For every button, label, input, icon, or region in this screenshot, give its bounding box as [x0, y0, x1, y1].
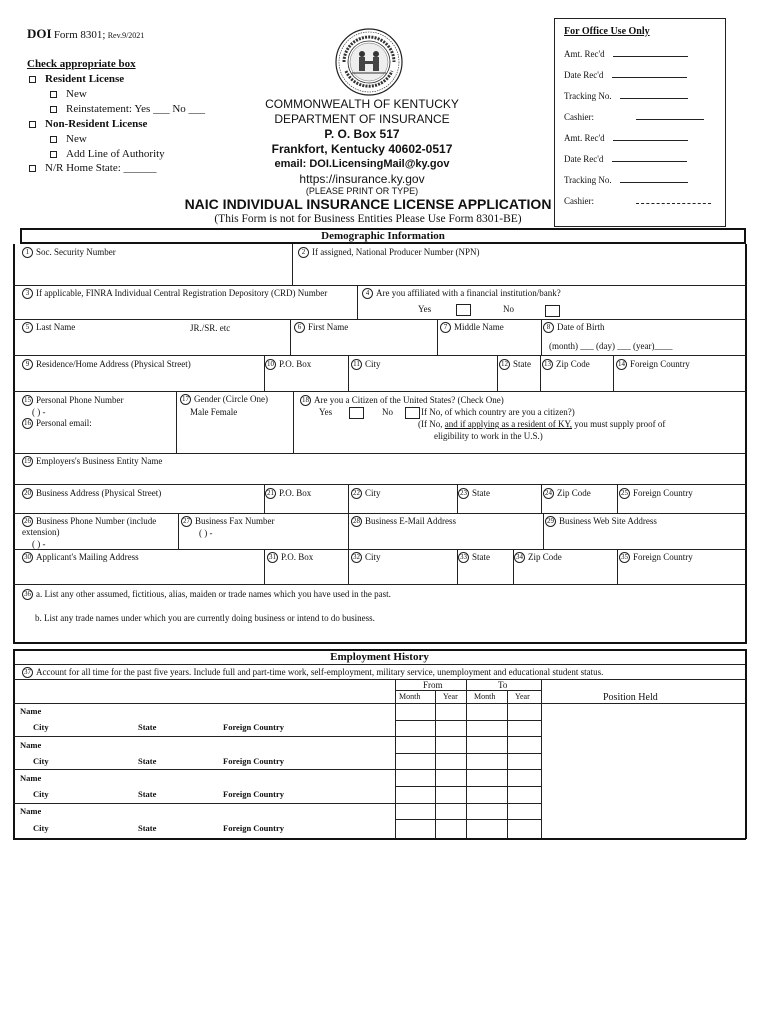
form-subtitle: (This Form is not for Business Entities Please Use Form 8301-BE)	[214, 213, 522, 225]
agency-website: https://insurance.ky.gov	[299, 172, 425, 186]
emp-to-month: Month	[474, 692, 496, 701]
office-date1: Date Rec'd	[564, 70, 687, 80]
field-business-phone[interactable]: 26 Business Phone Number (include extension)	[22, 516, 157, 538]
add-line-checkbox[interactable]	[50, 151, 57, 158]
emp-row3-state[interactable]: State	[138, 789, 157, 799]
agency-line3: P. O. Box 517	[324, 127, 400, 141]
field-npn[interactable]: 2 If assigned, National Producer Number (NPN)	[298, 247, 479, 258]
business-phone-format: ( ) -	[32, 539, 46, 549]
agency-line2: DEPARTMENT OF INSURANCE	[274, 112, 450, 126]
field-business-address[interactable]: 20 Business Address (Physical Street)	[24, 488, 162, 498]
emp-row2-name[interactable]: Name	[20, 740, 42, 750]
resident-checkbox[interactable]	[29, 76, 36, 83]
office-amt1: Amt. Rec'd	[564, 49, 688, 59]
office-tracking1: Tracking No.	[564, 91, 688, 101]
agency-email: email: DOI.LicensingMail@ky.gov	[274, 158, 450, 170]
citizen-note: (If No, and if applying as a resident of KY, you must supply proof of	[418, 419, 666, 429]
dob-format: (month) ___ (day) ___ (year)____	[549, 341, 673, 351]
field-business-foreign-country[interactable]: 25 Foreign Country	[621, 488, 693, 498]
affiliation-no-option[interactable]: No	[503, 304, 514, 314]
nonresident-new-option[interactable]: New	[50, 133, 87, 145]
citizen-if-no: If No, of which country are you a citizen?)	[421, 407, 575, 417]
nr-home-state-checkbox[interactable]	[29, 165, 36, 172]
resident-new-checkbox[interactable]	[50, 91, 57, 98]
employment-heading: Employment History	[330, 651, 429, 663]
office-date2: Date Rec'd	[564, 154, 687, 164]
print-note: (PLEASE PRINT OR TYPE)	[305, 186, 419, 196]
emp-position-header: Position Held	[603, 692, 658, 703]
field-ssn[interactable]: 1 Soc. Security Number	[22, 247, 116, 258]
field-mailing-zip[interactable]: 34 Zip Code	[516, 552, 562, 562]
gender-options[interactable]: Male Female	[190, 407, 238, 417]
citizen-no-checkbox[interactable]	[405, 407, 420, 419]
field-other-names[interactable]: 36 a. List any other assumed, fictitious, alias, maiden or trade names which you have used in the past.	[24, 589, 391, 599]
emp-row2-city[interactable]: City	[33, 756, 49, 766]
emp-row2-country[interactable]: Foreign Country	[223, 756, 284, 766]
field-gender: 17 Gender (Circle One)	[182, 394, 268, 404]
resident-license-option[interactable]: Resident License	[29, 73, 124, 85]
kentucky-seal-icon	[334, 27, 404, 97]
field-employer-entity[interactable]: 19 Employers's Business Entity Name	[24, 456, 163, 466]
field-financial-affiliation: 4 Are you affiliated with a financial institution/bank?	[362, 288, 561, 299]
agency-line1: COMMONWEALTH OF KENTUCKY	[265, 97, 459, 111]
nr-home-state-option[interactable]: N/R Home State: ______	[29, 162, 157, 174]
emp-row4-state[interactable]: State	[138, 823, 157, 833]
nonresident-new-checkbox[interactable]	[50, 136, 57, 143]
business-fax-format: ( ) -	[199, 528, 213, 538]
agency-line4: Frankfort, Kentucky 40602-0517	[271, 142, 453, 156]
emp-row3-name[interactable]: Name	[20, 773, 42, 783]
emp-row3-city[interactable]: City	[33, 789, 49, 799]
affiliation-no-checkbox[interactable]	[545, 305, 560, 317]
field-business-fax[interactable]: 27 Business Fax Number	[183, 516, 275, 526]
emp-row4-city[interactable]: City	[33, 823, 49, 833]
field-middle-name[interactable]: 7 Middle Name	[440, 322, 504, 333]
field-business-state[interactable]: 23 State	[460, 488, 490, 498]
field-mailing-state[interactable]: 33 State	[460, 552, 490, 562]
reinstatement-checkbox[interactable]	[50, 106, 57, 113]
field-business-website[interactable]: 29 Business Web Site Address	[547, 516, 657, 526]
field-personal-phone[interactable]: 15 Personal Phone Number	[24, 395, 124, 405]
office-tracking2: Tracking No.	[564, 175, 688, 185]
citizen-no-label: No	[382, 407, 393, 417]
office-amt2: Amt. Rec'd	[564, 133, 688, 143]
field-state[interactable]: 12 State	[501, 359, 531, 369]
field-personal-email[interactable]: 16 Personal email:	[24, 418, 92, 428]
personal-phone-format: ( ) -	[32, 407, 46, 417]
office-cashier1: Cashier:	[564, 112, 704, 122]
emp-row4-country[interactable]: Foreign Country	[223, 823, 284, 833]
field-business-zip[interactable]: 24 Zip Code	[545, 488, 591, 498]
office-use-title: For Office Use Only	[564, 26, 650, 37]
emp-from-month: Month	[399, 692, 421, 701]
citizen-yes-label: Yes	[319, 407, 333, 417]
emp-row4-name[interactable]: Name	[20, 806, 42, 816]
field-business-city[interactable]: 22 City	[353, 488, 381, 498]
field-jr-sr[interactable]: JR./SR. etc	[190, 323, 231, 333]
field-po-box[interactable]: 10 P.O. Box	[267, 359, 312, 369]
emp-row1-name[interactable]: Name	[20, 706, 42, 716]
nonresident-checkbox[interactable]	[29, 121, 36, 128]
field-mailing-po-box[interactable]: 31 P.O. Box	[269, 552, 314, 562]
field-trade-names[interactable]: b. List any trade names under which you are currently doing business or intend to do business.	[35, 613, 375, 623]
citizen-note-2: eligibility to work in the U.S.)	[434, 431, 543, 441]
add-line-option[interactable]: Add Line of Authority	[50, 148, 165, 160]
emp-row1-city[interactable]: City	[33, 722, 49, 732]
field-zip[interactable]: 13 Zip Code	[544, 359, 590, 369]
field-city[interactable]: 11 City	[351, 359, 381, 370]
doi-label: DOI	[27, 26, 52, 41]
field-date-of-birth[interactable]: 8 Date of Birth	[543, 322, 605, 333]
emp-to-year: Year	[515, 692, 530, 701]
form-number: Form 8301;	[53, 29, 106, 41]
emp-row3-country[interactable]: Foreign Country	[223, 789, 284, 799]
emp-row1-state[interactable]: State	[138, 722, 157, 732]
office-cashier2: Cashier:	[564, 196, 711, 206]
field-employment-account: 37 Account for all time for the past five years. Include full and part-time work, self-employment, military service, unemployment and educational student status.	[24, 667, 604, 677]
emp-row1-country[interactable]: Foreign Country	[223, 722, 284, 732]
field-residence-address[interactable]: 9 Residence/Home Address (Physical Street)	[22, 359, 191, 370]
agency-block	[238, 97, 486, 197]
field-first-name[interactable]: 6 First Name	[294, 322, 348, 333]
reinstatement-option[interactable]: Reinstatement: Yes ___ No ___	[50, 103, 205, 115]
emp-row2-state[interactable]: State	[138, 756, 157, 766]
demographic-heading: Demographic Information	[321, 230, 445, 242]
nonresident-license-option[interactable]: Non-Resident License	[29, 118, 147, 130]
field-last-name[interactable]: 5 Last Name	[22, 322, 75, 333]
field-mailing-foreign-country[interactable]: 35 Foreign Country	[621, 552, 693, 562]
field-crd[interactable]: 3 If applicable, FINRA Individual Central Registration Depository (CRD) Number	[22, 288, 352, 299]
field-business-email[interactable]: 28 Business E-Mail Address	[353, 516, 456, 526]
emp-to-label: To	[498, 680, 508, 690]
citizen-yes-checkbox[interactable]	[349, 407, 364, 419]
resident-new-option[interactable]: New	[50, 88, 87, 100]
field-citizen: 18 Are you a Citizen of the United States? (Check One)	[302, 395, 504, 405]
check-box-title: Check appropriate box	[27, 58, 136, 70]
field-mailing-address[interactable]: 30 Applicant's Mailing Address	[24, 552, 139, 562]
form-id	[27, 26, 144, 42]
field-mailing-city[interactable]: 32 City	[353, 552, 381, 562]
emp-from-label: From	[423, 680, 443, 690]
affiliation-yes-option[interactable]: Yes	[418, 304, 432, 314]
field-foreign-country[interactable]: 14 Foreign Country	[618, 359, 690, 369]
emp-from-year: Year	[443, 692, 458, 701]
form-revision: Rev.9/2021	[107, 31, 145, 40]
affiliation-yes-checkbox[interactable]	[456, 304, 471, 316]
field-business-po-box[interactable]: 21 P.O. Box	[267, 488, 312, 498]
form-title: NAIC INDIVIDUAL INSURANCE LICENSE APPLICATION	[184, 196, 552, 212]
